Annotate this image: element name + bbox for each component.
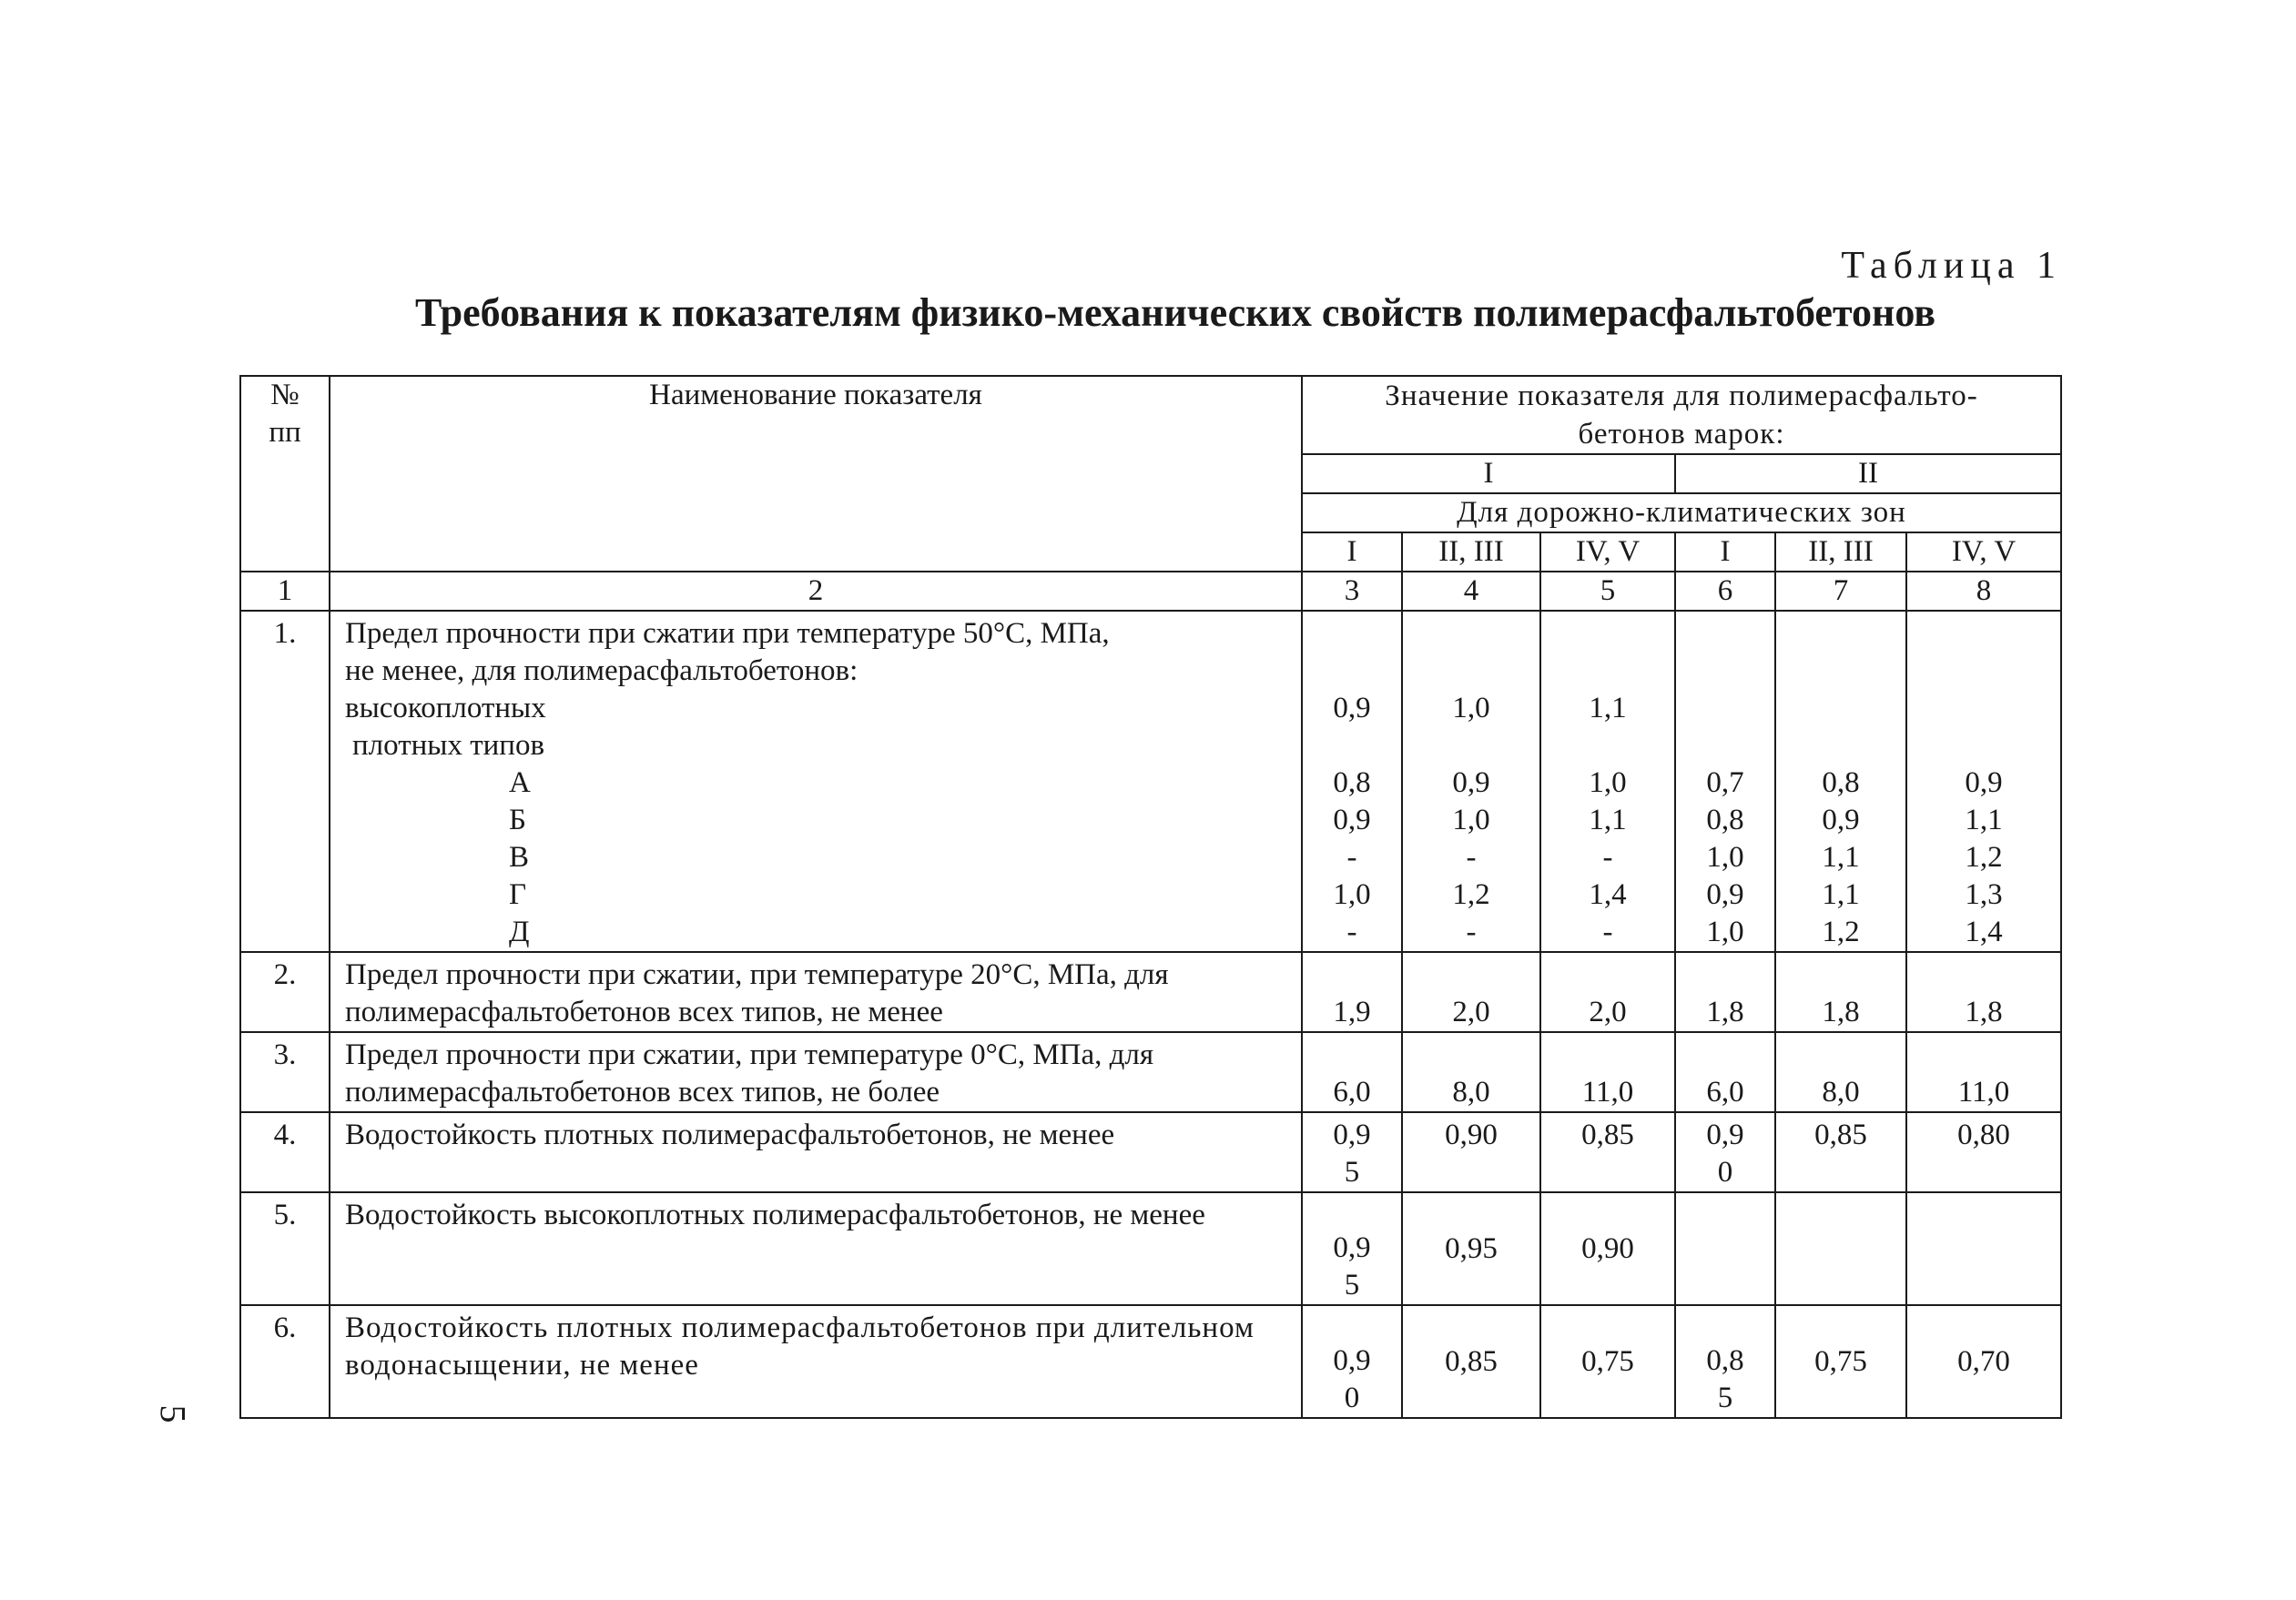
value-line: 1,0 xyxy=(1706,841,1744,874)
value-line: 0,9 xyxy=(1822,804,1860,836)
value-line: 0,9 xyxy=(1333,692,1371,724)
value-line xyxy=(1782,690,1900,727)
value-line xyxy=(1408,653,1534,690)
value-line: 1,1 xyxy=(1589,692,1627,724)
value-cell xyxy=(1675,611,1775,952)
value-cell: 0,95 xyxy=(1402,1192,1540,1305)
value-line: - xyxy=(1346,841,1357,874)
value-line xyxy=(1547,653,1669,690)
value-cell: 2,0 xyxy=(1402,952,1540,1032)
value-cell: 6,0 xyxy=(1675,1032,1775,1112)
value-cell: 0,9 0 xyxy=(1675,1112,1775,1192)
value-line xyxy=(1913,653,2055,690)
value-line: 1,1 xyxy=(1589,804,1627,836)
indicator-name xyxy=(330,611,1302,952)
value-line: 1,0 xyxy=(1452,804,1490,836)
table-row xyxy=(240,952,2061,1032)
header-grade-2: II xyxy=(1675,454,2061,493)
column-number: 5 xyxy=(1540,572,1675,611)
header-zones: Для дорожно-климатических зон xyxy=(1302,493,2061,532)
value-line xyxy=(1308,615,1396,653)
header-no: № пп xyxy=(240,376,330,572)
value-line xyxy=(1681,727,1769,765)
indicator-name: Предел прочности при сжатии, при температуре 0°С, МПа, для полимерасфальтобетонов всех типов, не более xyxy=(330,1032,1302,1112)
value-line xyxy=(1681,615,1769,653)
table-title: Требования к показателям физико-механических свойств полимерасфальтобетонов xyxy=(414,290,1936,335)
value-line: 1,4 xyxy=(1589,878,1627,911)
value-line: 1,0 xyxy=(1333,878,1371,911)
value-cell: 0,8 5 xyxy=(1675,1305,1775,1418)
indicator-name: Водостойкость плотных полимерасфальтобетонов при длительном водонасыщении, не менее xyxy=(330,1305,1302,1418)
header-zone: I xyxy=(1675,532,1775,572)
indicator-line: плотных типов xyxy=(352,729,545,762)
value-cell: 1,9 xyxy=(1302,952,1402,1032)
value-cell: 6,0 xyxy=(1302,1032,1402,1112)
value-line: 1,3 xyxy=(1965,878,2003,911)
value-cell: 0,9 0 xyxy=(1302,1305,1402,1418)
value-cell: 0,9 5 xyxy=(1302,1112,1402,1192)
header-name: Наименование показателя xyxy=(330,376,1302,572)
value-cell xyxy=(1402,611,1540,952)
value-line: 0,9 xyxy=(1452,766,1490,799)
value-cell: 0,85 xyxy=(1775,1112,1906,1192)
value-line: 0,9 xyxy=(1706,878,1744,911)
column-number: 2 xyxy=(330,572,1302,611)
row-number: 4. xyxy=(240,1112,330,1192)
value-cell: 11,0 xyxy=(1906,1032,2061,1112)
value-line: 1,1 xyxy=(1822,878,1860,911)
value-line xyxy=(1547,615,1669,653)
value-cell xyxy=(1906,1192,2061,1305)
value-cell: 0,75 xyxy=(1775,1305,1906,1418)
value-line xyxy=(1408,727,1534,765)
value-cell: 11,0 xyxy=(1540,1032,1675,1112)
value-line xyxy=(1782,653,1900,690)
value-line: 1,2 xyxy=(1822,916,1860,948)
value-cell xyxy=(1906,611,2061,952)
row-number: 1. xyxy=(240,611,330,952)
page-number: 5 xyxy=(152,1404,194,1423)
value-cell xyxy=(1540,611,1675,952)
indicator-line: Предел прочности при сжатии при температуре 50°С, МПа, xyxy=(345,617,1110,650)
row-number: 6. xyxy=(240,1305,330,1418)
indicator-line: Б xyxy=(509,804,526,836)
value-line xyxy=(1547,727,1669,765)
value-cell: 0,90 xyxy=(1402,1112,1540,1192)
value-line: 1,4 xyxy=(1965,916,2003,948)
column-number: 4 xyxy=(1402,572,1540,611)
header-value: Значение показателя для полимерасфальто- бетонов марок: xyxy=(1302,376,2061,454)
value-line: - xyxy=(1466,916,1477,948)
value-cell: 0,75 xyxy=(1540,1305,1675,1418)
indicator-line: высокоплотных xyxy=(345,692,546,724)
value-line: 0,9 xyxy=(1965,766,2003,799)
value-line xyxy=(1782,615,1900,653)
value-cell xyxy=(1302,611,1402,952)
value-line xyxy=(1782,727,1900,765)
header-grade-1: I xyxy=(1302,454,1675,493)
value-cell: 8,0 xyxy=(1402,1032,1540,1112)
value-cell: 0,9 5 xyxy=(1302,1192,1402,1305)
value-line: 1,0 xyxy=(1452,692,1490,724)
indicator-name: Предел прочности при сжатии, при температуре 20°С, МПа, для полимерасфальтобетонов всех типов, не менее xyxy=(330,952,1302,1032)
value-cell: 1,8 xyxy=(1775,952,1906,1032)
requirements-table xyxy=(239,375,2062,1419)
indicator-name: Водостойкость плотных полимерасфальтобетонов, не менее xyxy=(330,1112,1302,1192)
value-line: 0,8 xyxy=(1822,766,1860,799)
value-cell: 2,0 xyxy=(1540,952,1675,1032)
table-row xyxy=(240,1305,2061,1418)
value-cell: 0,85 xyxy=(1402,1305,1540,1418)
value-line: 1,0 xyxy=(1589,766,1627,799)
row-number: 3. xyxy=(240,1032,330,1112)
header-zone: IV, V xyxy=(1906,532,2061,572)
value-line xyxy=(1408,615,1534,653)
value-line: 1,0 xyxy=(1706,916,1744,948)
header-zone: IV, V xyxy=(1540,532,1675,572)
value-line xyxy=(1308,653,1396,690)
value-line: 1,1 xyxy=(1822,841,1860,874)
value-cell: 1,8 xyxy=(1675,952,1775,1032)
value-cell: 8,0 xyxy=(1775,1032,1906,1112)
header-row-1 xyxy=(240,376,2061,454)
table-row xyxy=(240,1112,2061,1192)
indicator-name: Водостойкость высокоплотных полимерасфальтобетонов, не менее xyxy=(330,1192,1302,1305)
value-line: 1,2 xyxy=(1965,841,2003,874)
header-zone: II, III xyxy=(1775,532,1906,572)
value-cell: 0,70 xyxy=(1906,1305,2061,1418)
value-line xyxy=(1913,690,2055,727)
value-line: - xyxy=(1602,916,1613,948)
column-number: 7 xyxy=(1775,572,1906,611)
value-line xyxy=(1681,653,1769,690)
indicator-line: Г xyxy=(509,878,527,911)
value-line: - xyxy=(1602,841,1613,874)
value-line: 1,2 xyxy=(1452,878,1490,911)
value-line: - xyxy=(1466,841,1477,874)
row-number: 5. xyxy=(240,1192,330,1305)
table-row xyxy=(240,611,2061,952)
column-number: 3 xyxy=(1302,572,1402,611)
value-cell: 0,80 xyxy=(1906,1112,2061,1192)
column-number: 8 xyxy=(1906,572,2061,611)
value-line: 0,8 xyxy=(1333,766,1371,799)
column-number-row xyxy=(240,572,2061,611)
indicator-line: А xyxy=(509,766,531,799)
value-cell xyxy=(1675,1192,1775,1305)
indicator-line: В xyxy=(509,841,530,874)
value-line: 0,8 xyxy=(1706,804,1744,836)
indicator-line: не менее, для полимерасфальтобетонов: xyxy=(345,654,858,687)
table-row xyxy=(240,1192,2061,1305)
value-line: - xyxy=(1346,916,1357,948)
value-line xyxy=(1913,727,2055,765)
value-line xyxy=(1681,690,1769,727)
value-cell: 0,85 xyxy=(1540,1112,1675,1192)
value-cell: 0,90 xyxy=(1540,1192,1675,1305)
value-line: 1,1 xyxy=(1965,804,2003,836)
value-cell xyxy=(1775,1192,1906,1305)
column-number: 1 xyxy=(240,572,330,611)
value-line xyxy=(1913,615,2055,653)
value-line: 0,9 xyxy=(1333,804,1371,836)
column-number: 6 xyxy=(1675,572,1775,611)
header-zone: II, III xyxy=(1402,532,1540,572)
value-cell xyxy=(1775,611,1906,952)
value-cell: 1,8 xyxy=(1906,952,2061,1032)
value-line xyxy=(1308,727,1396,765)
header-zone: I xyxy=(1302,532,1402,572)
value-line: 0,7 xyxy=(1706,766,1744,799)
table-caption: Таблица 1 xyxy=(1841,245,2062,287)
table-row xyxy=(240,1032,2061,1112)
row-number: 2. xyxy=(240,952,330,1032)
indicator-line: Д xyxy=(509,916,530,948)
